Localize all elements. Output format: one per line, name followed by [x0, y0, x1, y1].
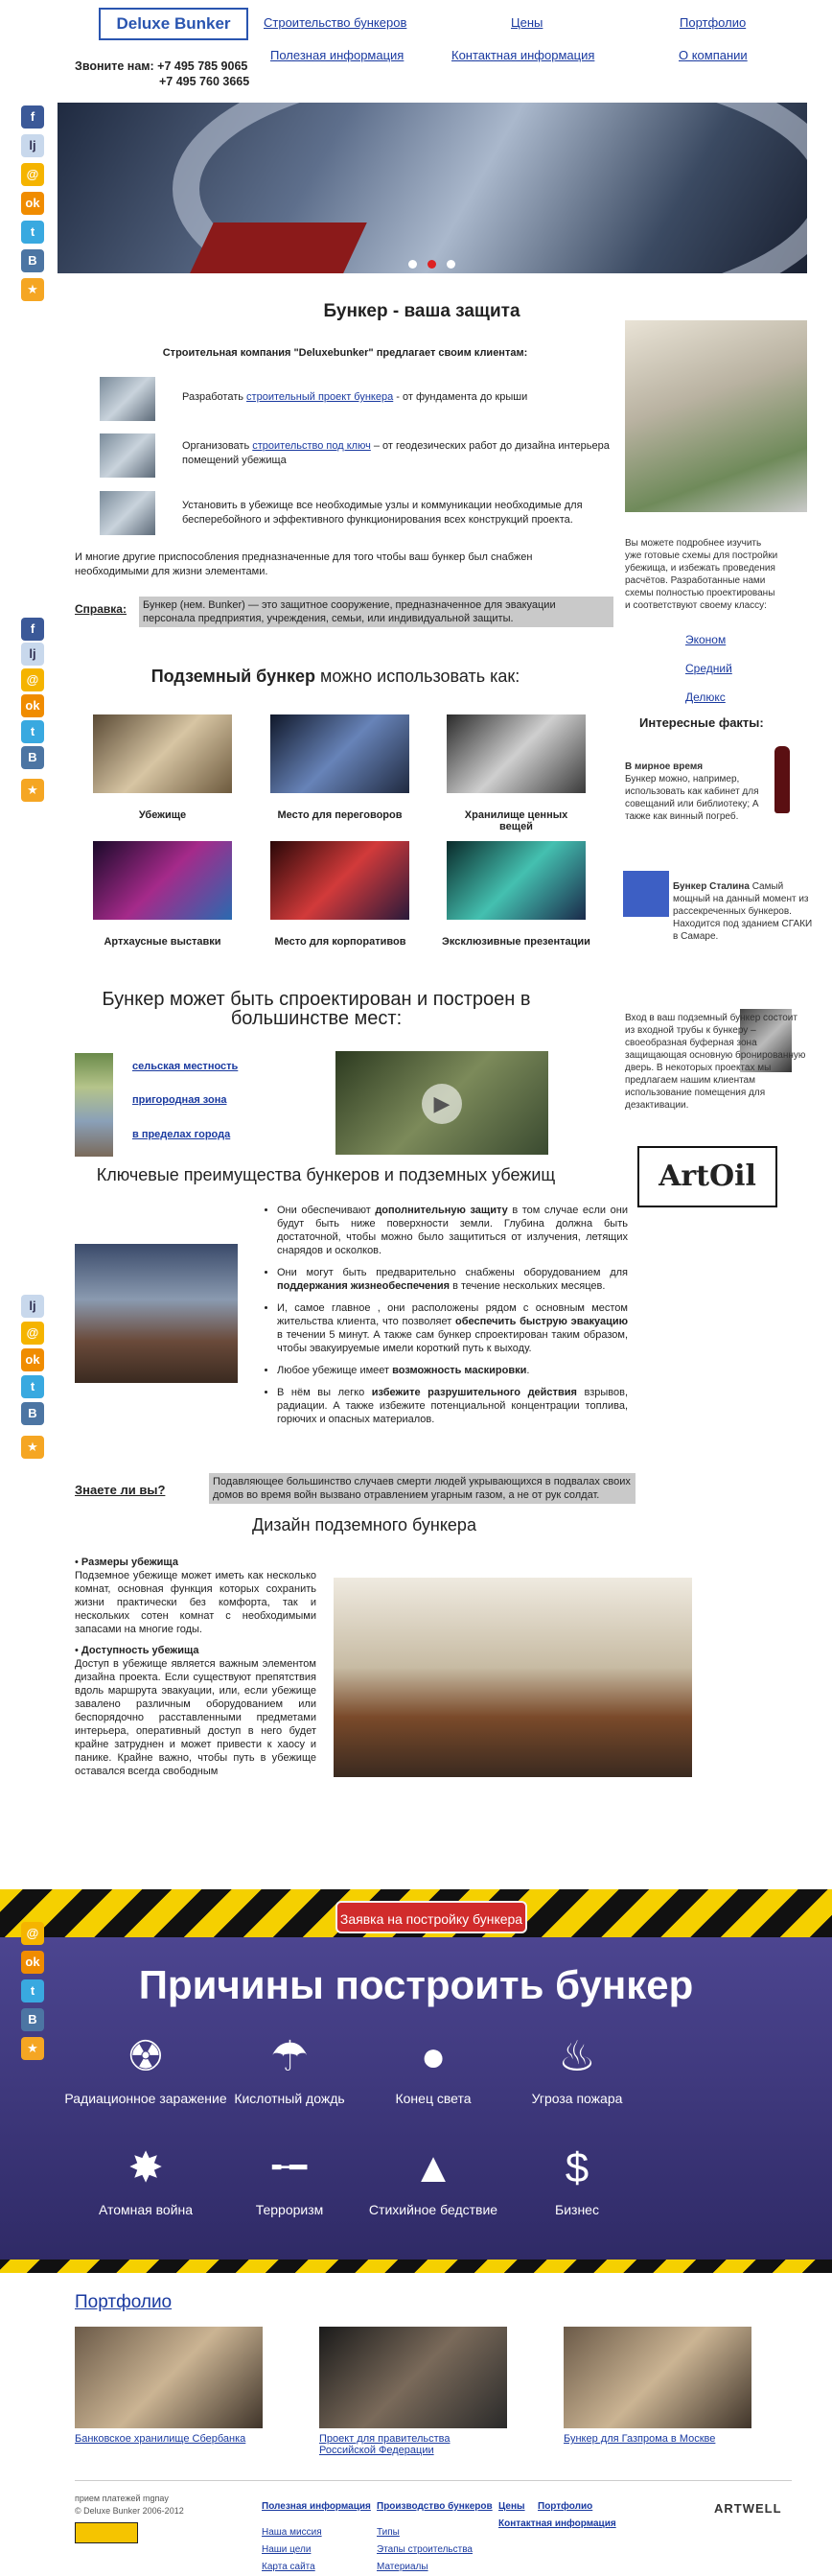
portfolio-caption-2[interactable]: Проект для правительства Российской Федерации: [319, 2433, 451, 2456]
footer-goals[interactable]: Наши цели: [262, 2544, 312, 2555]
nav-about[interactable]: О компании: [679, 48, 748, 62]
use-caption-3: Хранилище ценных вещей: [464, 809, 568, 832]
reasons-title: Причины построить бункер: [138, 1962, 694, 2007]
radiation-icon: ☢: [127, 2033, 165, 2080]
did-you-know-text: Подавляющее большинство случаев смерти людей укрывающихся в подвалах своих домов во время войн вызвано отравлением угарным газом, а не от рук солдат.: [209, 1473, 636, 1504]
page-title: Бункер - ваша защита: [323, 301, 520, 321]
footer-prices[interactable]: Цены: [498, 2501, 525, 2512]
use-caption-5: Место для корпоративов: [274, 936, 406, 948]
reason-label: Конец света: [395, 2091, 472, 2106]
slider-dot-3[interactable]: [447, 260, 455, 269]
mailru-icon-2[interactable]: @: [21, 668, 44, 691]
reason-terrorism: [208, 2144, 371, 2217]
footer-production[interactable]: Производство бункеров: [377, 2501, 493, 2512]
bunker-house-image: [625, 320, 807, 512]
feature-2-link[interactable]: строительство под ключ: [252, 440, 371, 452]
hero-slider[interactable]: [58, 103, 807, 273]
vkontakte-icon-3[interactable]: B: [21, 1402, 44, 1425]
slider-dot-1[interactable]: [408, 260, 417, 269]
favorites-icon-2[interactable]: ★: [21, 779, 44, 802]
bunker-interior-image: [334, 1578, 692, 1777]
twitter-icon-3[interactable]: t: [21, 1375, 44, 1398]
reason-radiation: [64, 2033, 227, 2106]
fire-icon: ♨: [558, 2033, 596, 2080]
nav-prices[interactable]: Цены: [511, 15, 543, 30]
reason-label: Бизнес: [555, 2202, 599, 2217]
design-item-2: • Доступность убежища Доступ в убежище является важным элементом дизайна проекта. Если существуют препятствия вдоль маршрута эвакуации, или, если убежище завалено различным оборудованием или беспорядочно расставленными предметами интерьера, оперативный доступ в него будет крайне затруднен и может привести к хаосу и панике. Крайне важно, чтобы путь в убежище оставался всегда свободным: [75, 1645, 316, 1777]
bomb-icon: ✸: [127, 2144, 164, 2191]
feature-2: [182, 439, 623, 468]
places-thumbnails: [75, 1053, 113, 1157]
reason-label: Кислотный дождь: [234, 2091, 345, 2106]
vkontakte-icon[interactable]: B: [21, 249, 44, 272]
uses-title: [86, 667, 585, 687]
feature-1-post: - от фундамента до крыши: [393, 391, 528, 403]
hazard-stripes-bottom: [0, 2260, 832, 2273]
mailru-icon-3[interactable]: @: [21, 1322, 44, 1345]
intro-text: Строительная компания "Deluxebunker" предлагает своим клиентам:: [162, 347, 528, 359]
odnoklassniki-icon-3[interactable]: ok: [21, 1348, 44, 1371]
livejournal-icon[interactable]: lj: [21, 134, 44, 157]
artoil-logo[interactable]: ArtOil: [637, 1146, 777, 1207]
advantage-5: • В нём вы легко избежите разрушительного действия взрывов, радиации. А также избежите потенциальной концентрации топлива, горючих и опасных материалов.: [277, 1386, 628, 1426]
feature-3: Установить в убежище все необходимые узлы и коммуникации необходимые для бесперебойного и эффективного функционирования всех конструкций проекта.: [182, 500, 583, 526]
reason-business: [496, 2144, 659, 2217]
slider-dot-2[interactable]: [428, 260, 436, 269]
portfolio-image-3[interactable]: [564, 2327, 751, 2428]
reason-label: Стихийное бедствие: [368, 2202, 498, 2217]
design-item-1: • Размеры убежища Подземное убежище может иметь как несколько комнат, основная функция которых сохранить жизни практически без комфорта, так и нескольких сотен комнат с необходимыми запасами на многие годы.: [75, 1557, 316, 1635]
footer-stages[interactable]: Этапы строительства: [377, 2544, 473, 2555]
nav-contacts[interactable]: Контактная информация: [451, 48, 595, 62]
feature-1: [182, 390, 613, 405]
feature-1-pre: Разработать: [182, 391, 247, 403]
nav-construction[interactable]: Строительство бункеров: [264, 15, 407, 30]
advantage-2: • Они могут быть предварительно снабжены оборудованием для поддержания жизнеобеспечения в течение нескольких месяцев.: [277, 1266, 628, 1293]
use-meeting-image[interactable]: [270, 714, 409, 793]
portfolio-image-2[interactable]: [319, 2327, 507, 2428]
fact-3: Вход в ваш подземный бункер состоит из входной трубы к бункеру – своеобразная буферная зона защищающая основную бронированную дверь. В некоторых проектах мы предлагаем нашим клиентам использование помещения для дезактивации.: [625, 1013, 806, 1111]
reason-label: Атомная война: [98, 2202, 194, 2217]
artwell-logo[interactable]: ARTWELL: [714, 2501, 782, 2516]
portfolio-caption-1[interactable]: Банковское хранилище Сбербанка: [75, 2433, 246, 2445]
fact-1-heading: В мирное время: [625, 761, 704, 772]
phone-number-1: +7 495 785 9065: [157, 59, 248, 73]
payment-badge: [75, 2522, 138, 2543]
did-you-know-label: Знаете ли вы?: [75, 1483, 166, 1497]
use-party-image[interactable]: [270, 841, 409, 920]
twitter-icon[interactable]: t: [21, 221, 44, 244]
reason-label: Угроза пожара: [531, 2091, 623, 2106]
footer-payment-text: прием платежей mgпay: [75, 2494, 169, 2503]
bunker-cutaway-image: [75, 1244, 238, 1383]
vkontakte-icon-2[interactable]: B: [21, 746, 44, 769]
livejournal-icon-3[interactable]: lj: [21, 1295, 44, 1318]
twitter-icon-2[interactable]: t: [21, 720, 44, 743]
feature-2-post: – от геодезических работ до дизайна интерьера помещений убежища: [182, 440, 610, 466]
phone-number-2: +7 495 760 3665: [159, 75, 250, 88]
use-presentation-image[interactable]: [447, 841, 586, 920]
class-middle-link[interactable]: Средний: [685, 662, 732, 675]
reason-label: Радиационное заражение: [64, 2091, 227, 2106]
twitter-icon-4[interactable]: t: [21, 1979, 44, 2002]
vkontakte-icon-4[interactable]: B: [21, 2008, 44, 2031]
use-exhibition-image[interactable]: [93, 841, 232, 920]
use-vault-image[interactable]: [447, 714, 586, 793]
footer-contacts[interactable]: Контактная информация: [498, 2518, 616, 2529]
facebook-icon[interactable]: f: [21, 105, 44, 129]
design-title: Дизайн подземного бункера: [252, 1515, 476, 1534]
mailru-icon[interactable]: @: [21, 163, 44, 186]
use-shelter-image[interactable]: [93, 714, 232, 793]
bulb-icon: ●: [420, 2033, 447, 2080]
footer-sitemap[interactable]: Карта сайта: [262, 2562, 315, 2572]
fact-2-heading: Бункер Сталина: [673, 881, 750, 892]
fact-1-text: Бункер можно, например, использовать как кабинет для совещаний или библиотеку; А также как винный погреб.: [625, 774, 759, 822]
footer-useful-info[interactable]: Полезная информация: [262, 2501, 371, 2512]
phone-label: Звоните нам:: [75, 59, 154, 73]
reason-nuclear-war: [64, 2144, 227, 2217]
feature-icon-hardhat: [100, 377, 155, 421]
livejournal-icon-2[interactable]: lj: [21, 643, 44, 666]
reference-label: Справка:: [75, 602, 127, 616]
feature-icon-house: [100, 433, 155, 478]
play-icon[interactable]: ▶: [422, 1084, 462, 1124]
favorites-icon-3[interactable]: ★: [21, 1436, 44, 1459]
advantages-list: [264, 1204, 628, 1435]
portfolio-image-1[interactable]: [75, 2327, 263, 2428]
order-bunker-button[interactable]: Заявка на постройку бункера: [335, 1901, 527, 1933]
feature-1-link[interactable]: строительный проект бункера: [246, 391, 394, 403]
places-video[interactable]: [335, 1051, 548, 1155]
footer-copyright: © Deluxe Bunker 2006-2012: [75, 2506, 184, 2516]
class-economy-link[interactable]: Эконом: [685, 633, 727, 646]
umbrella-icon: ☂: [270, 2033, 309, 2080]
place-city-link[interactable]: в пределах города: [132, 1129, 231, 1140]
advantage-1: • Они обеспечивают дополнительную защиту в том случае если они будут быть ниже поверхности земли. Глубина должна быть достаточной, чтобы можно было защититься от излучения, летящих снарядов и осколков.: [277, 1204, 628, 1257]
odnoklassniki-icon-4[interactable]: ok: [21, 1951, 44, 1974]
wine-bottle-image: [774, 746, 790, 813]
facts-title: Интересные факты:: [639, 715, 764, 730]
fact-1: [625, 761, 759, 823]
design-list: [75, 1556, 316, 1778]
feature-2-pre: Организовать: [182, 440, 253, 452]
footer-divider: [75, 2480, 792, 2481]
explosion-icon: ▲: [412, 2144, 454, 2191]
place-suburban-link[interactable]: пригородная зона: [132, 1094, 227, 1106]
red-carpet: [189, 222, 367, 273]
mailru-icon-4[interactable]: @: [21, 1922, 44, 1945]
nav-useful-info[interactable]: Полезная информация: [270, 48, 404, 62]
reason-acid-rain: [208, 2033, 371, 2106]
more-text: И многие другие приспособления предназначенные для того чтобы ваш бункер был снабжен необходимыми для жизни элементами.: [75, 551, 533, 577]
uses-title-bold: Подземный бункер: [150, 667, 315, 686]
class-deluxe-link[interactable]: Делюкс: [685, 691, 726, 704]
use-caption-4: Артхаусные выставки: [104, 936, 221, 948]
site-logo[interactable]: Deluxe Bunker: [99, 8, 248, 40]
feature-icon-blueprint: [100, 491, 155, 535]
use-caption-1: Убежище: [138, 809, 187, 821]
portfolio-caption-3[interactable]: Бункер для Газпрома в Москве: [564, 2433, 716, 2445]
footer-types[interactable]: Типы: [377, 2527, 400, 2538]
footer-portfolio[interactable]: Портфолио: [538, 2501, 593, 2512]
favorites-icon-4[interactable]: ★: [21, 2037, 44, 2060]
reason-label: Терроризм: [255, 2202, 324, 2217]
odnoklassniki-icon[interactable]: ok: [21, 192, 44, 215]
rifle-icon: ╾━: [271, 2152, 308, 2184]
schema-text: Вы можете подробнее изучить уже готовые схемы для постройки убежища, и избежать проведения расчётов. Разработанные нами схемы полностью проектированы и соответствуют своему классу:: [625, 538, 778, 611]
advantages-title: Ключевые преимущества бункеров и подземных убежищ: [96, 1165, 556, 1184]
reference-text: Бункер (нем. Bunker) — это защитное сооружение, предназначенное для эвакуации персонала предприятия, учреждения, семьи, или индивидуальной защиты.: [139, 597, 613, 627]
advantage-4: • Любое убежище имеет возможность маскировки.: [277, 1364, 628, 1377]
favorites-icon[interactable]: ★: [21, 278, 44, 301]
dollar-icon: $: [565, 2144, 589, 2191]
reason-end-of-world: [352, 2033, 515, 2106]
portfolio-title[interactable]: Портфолио: [75, 2292, 173, 2312]
reason-fire: [496, 2033, 659, 2106]
reason-disaster: [352, 2144, 515, 2217]
footer-materials[interactable]: Материалы: [377, 2562, 428, 2572]
places-title: Бункер может быть спроектирован и построен в большинстве мест:: [102, 989, 531, 1029]
footer-mission[interactable]: Наша миссия: [262, 2527, 322, 2538]
phone-block: [75, 59, 263, 89]
place-rural-link[interactable]: сельская местность: [132, 1061, 239, 1072]
fact-2-text: Самый мощный на данный момент из рассекреченных бункеров. Находится под зданием СГАКИ в Самаре.: [673, 881, 813, 942]
fact-2: [625, 880, 817, 943]
odnoklassniki-icon-2[interactable]: ok: [21, 694, 44, 717]
nav-portfolio[interactable]: Портфолио: [680, 15, 747, 30]
advantage-3: • И, самое главное , они расположены рядом с основным местом жительства клиента, что позволяет обеспечить быструю эвакуацию в течении 5 минут. А также сам бункер спроектирован таким образом, чтобы эвакуируемые имели короткий путь к выходу.: [277, 1301, 628, 1355]
uses-title-rest: можно использовать как:: [314, 667, 520, 686]
use-caption-6: Эксклюзивные презентации: [442, 936, 590, 948]
use-caption-2: Место для переговоров: [277, 809, 403, 821]
facebook-icon-2[interactable]: f: [21, 618, 44, 641]
